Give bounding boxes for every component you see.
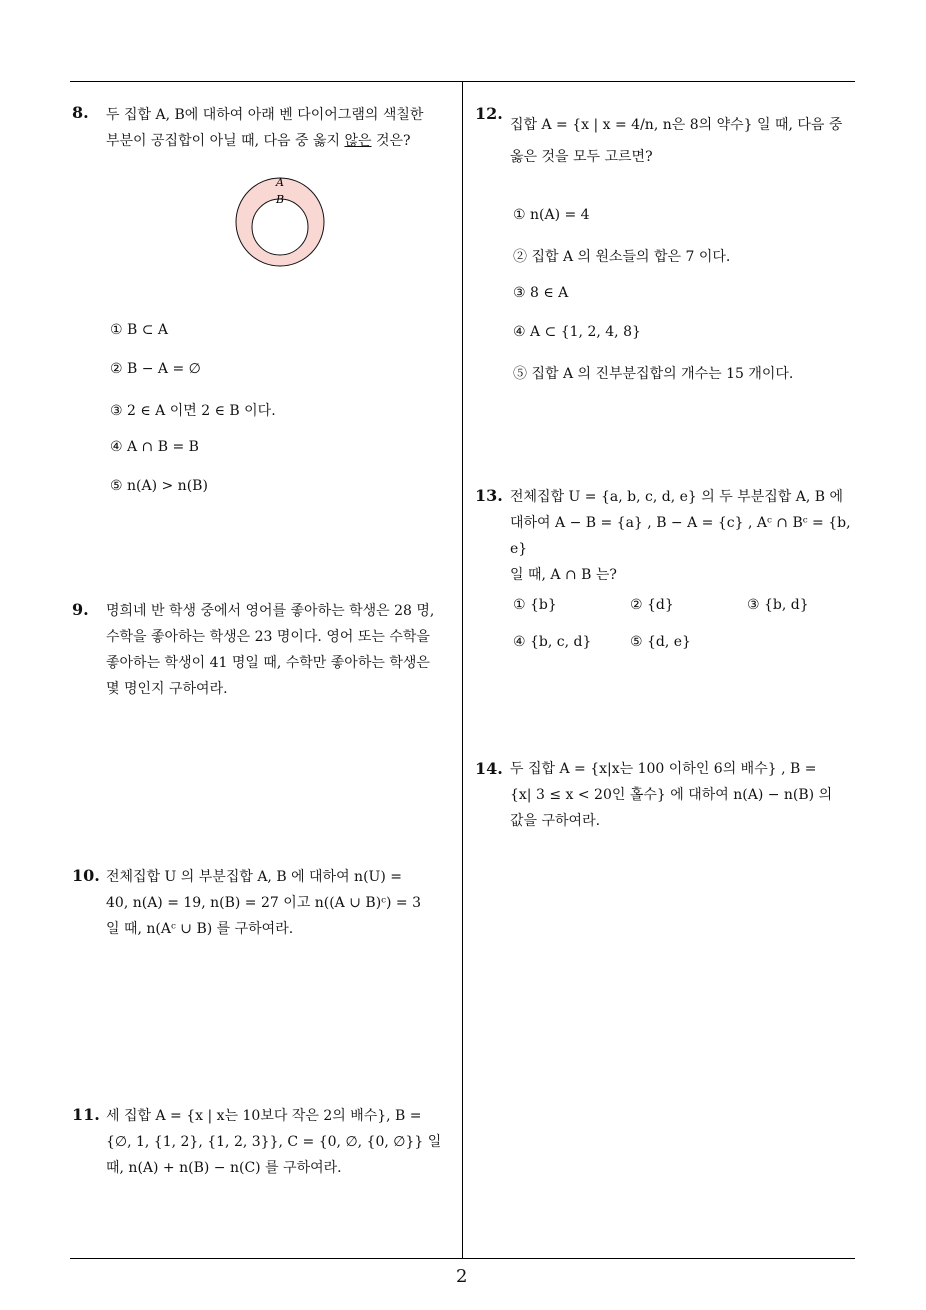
q14-stem <box>510 756 860 834</box>
venn-diagram <box>230 172 330 272</box>
q8-line1: 두 집합 A, B에 대하여 아래 벤 다이어그램의 색칠한 <box>106 107 424 123</box>
q9-number: 9. <box>72 600 89 619</box>
q12-choice-2[interactable]: ② 집합 A 의 원소들의 합은 7 이다. <box>513 249 731 265</box>
q8-choice-4[interactable]: ④ A ∩ B = B <box>110 439 199 455</box>
q13-choice-4[interactable]: ④ {b, c, d} <box>513 634 592 650</box>
q12-choice-3[interactable]: ③ 8 ∈ A <box>513 285 569 301</box>
venn-label-a: A <box>276 176 284 189</box>
q13-choice-5[interactable]: ⑤ {d, e} <box>630 634 691 650</box>
q8-underlined-word: 않은 <box>344 133 372 149</box>
q12-choice-5[interactable]: ⑤ 집합 A 의 진부분집합의 개수는 15 개이다. <box>513 366 794 382</box>
q10-line1: 전체집합 U 의 부분집합 A, B 에 대하여 n(U) = <box>106 869 402 885</box>
q11-line2: {∅, 1, {1, 2}, {1, 2, 3}}, C = {0, ∅, {0, ∅}} 일 <box>106 1134 442 1150</box>
q14-number: 14. <box>475 759 503 778</box>
q14-line2: {x| 3 ≤ x < 20인 홀수} 에 대하여 n(A) − n(B) 의 <box>510 787 833 803</box>
q8-choice-2[interactable]: ② B − A = ∅ <box>110 361 201 377</box>
q9-line2: 수학을 좋아하는 학생은 23 명이다. 영어 또는 수학을 <box>106 629 430 645</box>
q12-choice-1[interactable]: ① n(A) = 4 <box>513 207 590 223</box>
q13-stem <box>510 484 860 588</box>
q14-line1: 두 집합 A = {x|x는 100 이하인 6의 배수} , B = <box>510 761 817 777</box>
q8-number: 8. <box>72 103 89 122</box>
q12-stem <box>510 112 860 170</box>
q11-line1: 세 집합 A = {x | x는 10보다 작은 2의 배수}, B = <box>106 1108 422 1124</box>
q8-choice-5[interactable]: ⑤ n(A) > n(B) <box>110 478 208 494</box>
q9-line1: 명희네 반 학생 중에서 영어를 좋아하는 학생은 28 명, <box>106 603 435 619</box>
q11-line3: 때, n(A) + n(B) − n(C) 를 구하여라. <box>106 1160 342 1176</box>
q13-choice-2[interactable]: ② {d} <box>630 597 674 613</box>
q11-number: 11. <box>72 1105 100 1124</box>
q13-number: 13. <box>475 486 503 505</box>
q9-stem <box>106 598 456 702</box>
q8-line2: 부분이 공집합이 아닐 때, 다음 중 옳지 않은 것은? <box>106 133 411 149</box>
q10-line2: 40, n(A) = 19, n(B) = 27 이고 n((A ∪ B)ᶜ) = 3 <box>106 895 422 911</box>
venn-label-b: B <box>276 193 285 206</box>
q13-choice-3[interactable]: ③ {b, d} <box>747 597 809 613</box>
q10-stem <box>106 864 456 942</box>
q10-line3: 일 때, n(Aᶜ ∪ B) 를 구하여라. <box>106 921 294 937</box>
q12-line2: 옳은 것을 모두 고르면? <box>510 149 653 165</box>
column-divider <box>462 82 463 1258</box>
venn-set-b <box>252 199 308 255</box>
q9-line4: 몇 명인지 구하여라. <box>106 681 228 697</box>
page-number: 2 <box>456 1266 468 1287</box>
q12-choice-4[interactable]: ④ A ⊂ {1, 2, 4, 8} <box>513 324 641 340</box>
q8-choice-1[interactable]: ① B ⊂ A <box>110 322 169 338</box>
q9-line3: 좋아하는 학생이 41 명일 때, 수학만 좋아하는 학생은 <box>106 655 430 671</box>
q13-line3: 일 때, A ∩ B 는? <box>510 567 617 583</box>
q13-choice-1[interactable]: ① {b} <box>513 597 557 613</box>
bottom-rule <box>70 1258 855 1259</box>
q12-line1: 집합 A = {x | x = 4/n, n은 8의 약수} 일 때, 다음 중 <box>510 117 843 133</box>
q8-stem <box>106 102 456 154</box>
q11-stem <box>106 1103 456 1181</box>
q12-number: 12. <box>475 104 503 123</box>
q8-choice-3[interactable]: ③ 2 ∈ A 이면 2 ∈ B 이다. <box>110 403 276 419</box>
q14-line3: 값을 구하여라. <box>510 813 601 829</box>
q13-line2: 대하여 A − B = {a} , B − A = {c} , Aᶜ ∩ Bᶜ = {b, e} <box>510 515 851 557</box>
q13-line1: 전체집합 U = {a, b, c, d, e} 의 두 부분집합 A, B 에 <box>510 489 844 505</box>
q10-number: 10. <box>72 866 100 885</box>
